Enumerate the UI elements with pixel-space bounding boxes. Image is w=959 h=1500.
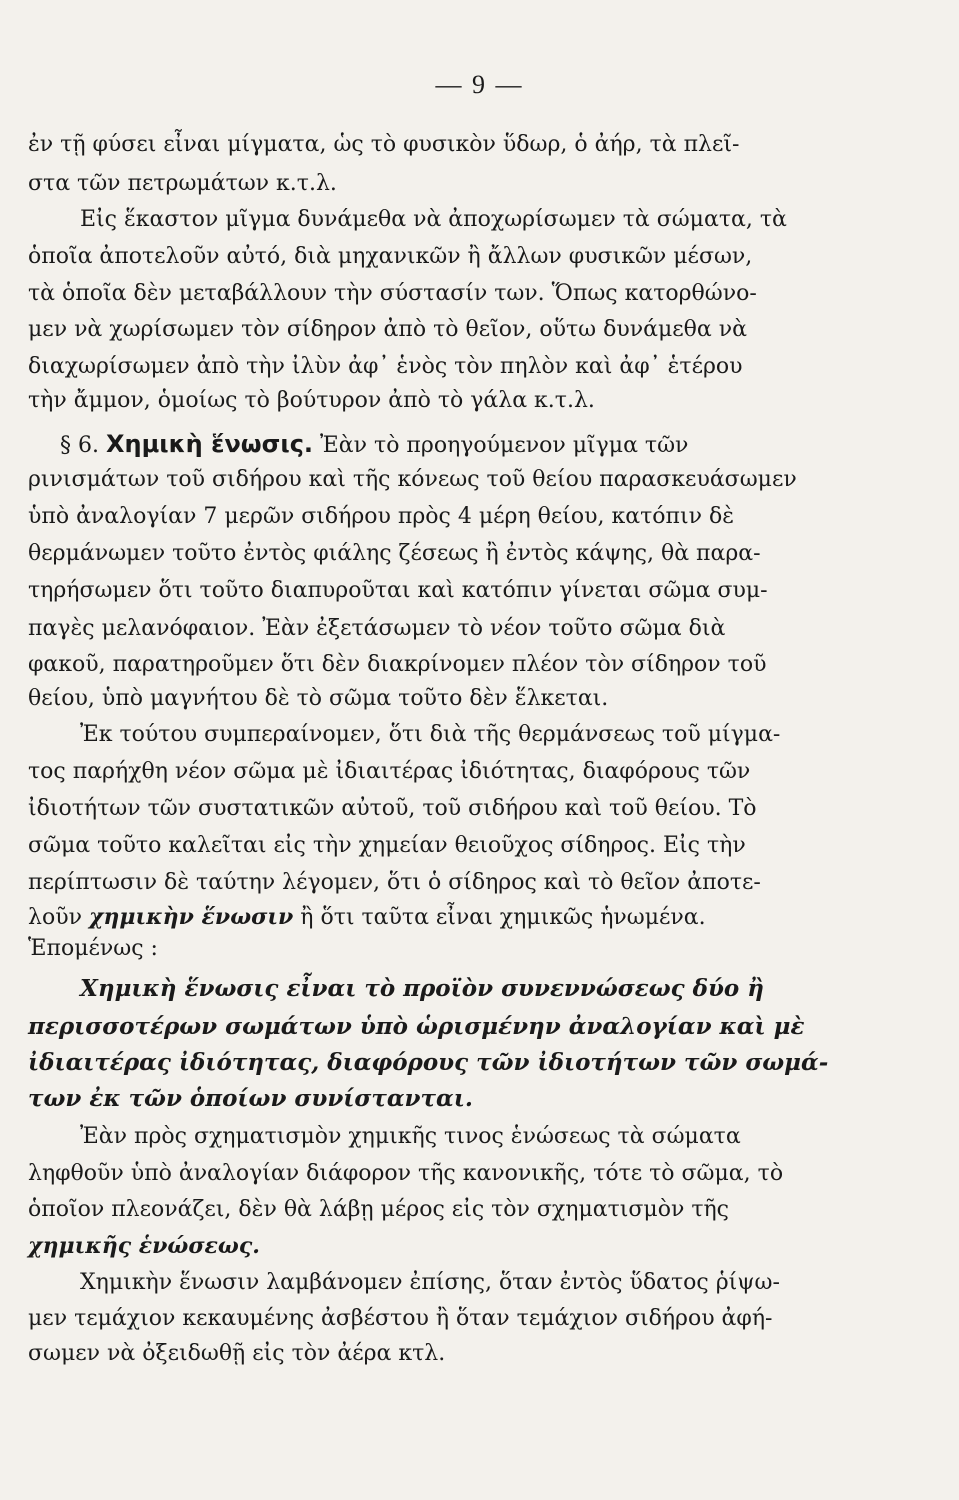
section6-line5: τηρήσωμεν ὅτι τοῦτο διαπυροῦται καὶ κατόπιν γίνεται σῶμα συμ- [28, 578, 768, 603]
paragraph2-line4: μεν νὰ χωρίσωμεν τὸν σίδηρον ἀπὸ τὸ θεῖον, οὕτω δυνάμεθα νὰ [28, 317, 747, 342]
paragraph3-line6-start: λοῦν [28, 905, 82, 930]
section6-line8: θείου, ὑπὸ μαγνήτου δὲ τὸ σῶμα τοῦτο δὲν ἕλκεται. [28, 686, 609, 711]
paragraph2-line3: τὰ ὁποῖα δὲν μεταβάλλουν τὴν σύστασίν των. Ὅπως κατορθώνο- [28, 281, 757, 306]
section6-line1-rest: Ἐὰν τὸ προηγούμενον μῖγμα τῶν [320, 433, 689, 458]
paragraph2-line6: τὴν ἄμμον, ὁμοίως τὸ βούτυρον ἀπὸ τὸ γάλα κ.τ.λ. [28, 388, 595, 413]
section6-line6: παγὲς μελανόφαιον. Ἐὰν ἐξετάσωμεν τὸ νέον τοῦτο σῶμα διὰ [28, 616, 726, 641]
section6-line4: θερμάνωμεν τοῦτο ἐντὸς φιάλης ζέσεως ἢ ἐντὸς κάψης, θὰ παρα- [28, 541, 761, 566]
section6-heading-line [60, 427, 830, 463]
paragraph4-line2: ληφθοῦν ὑπὸ ἀναλογίαν διάφορον τῆς κανονικῆς, τότε τὸ σῶμα, τὸ [28, 1161, 784, 1186]
paragraph3-line7: Ἑπομένως : [28, 936, 158, 961]
section6-line3: ὑπὸ ἀναλογίαν 7 μερῶν σιδήρου πρὸς 4 μέρη θείου, κατόπιν δὲ [28, 504, 735, 529]
paragraph3-line1: Ἐκ τούτου συμπεραίνομεν, ὅτι διὰ τῆς θερμάνσεως τοῦ μίγμα- [80, 722, 781, 747]
paragraph2-line1: Εἰς ἕκαστον μῖγμα δυνάμεθα νὰ ἀποχωρίσωμεν τὰ σώματα, τὰ [80, 207, 787, 232]
section-title: Χημικὴ ἕνωσις. [105, 430, 314, 458]
section6-line2: ρινισμάτων τοῦ σιδήρου καὶ τῆς κόνεως τοῦ θείου παρασκευάσωμεν [28, 467, 797, 492]
paragraph1-line2: στα τῶν πετρωμάτων κ.τ.λ. [28, 171, 337, 196]
paragraph3-line5: περίπτωσιν δὲ ταύτην λέγομεν, ὅτι ὁ σίδηρος καὶ τὸ θεῖον ἀποτε- [28, 870, 761, 895]
paragraph3-line6-end: ἢ ὅτι ταῦτα εἶναι χημικῶς ἡνωμένα. [300, 905, 706, 930]
paragraph4-line4: χημικῆς ἑνώσεως. [28, 1233, 260, 1259]
paragraph3-line4: σῶμα τοῦτο καλεῖται εἰς τὴν χημείαν θειοῦχος σίδηρος. Εἰς τὴν [28, 833, 746, 858]
paragraph3-line2: τος παρήχθη νέον σῶμα μὲ ἰδιαιτέρας ἰδιότητας, διαφόρους τῶν [28, 759, 751, 784]
section6-line7: φακοῦ, παρατηροῦμεν ὅτι δὲν διακρίνομεν πλέον τὸν σίδηρον τοῦ [28, 652, 767, 677]
paragraph4-line3: ὁποῖον πλεονάζει, δὲν θὰ λάβῃ μέρος εἰς τὸν σχηματισμὸν τῆς [28, 1197, 729, 1222]
chemical-compound-term: χημικὴν ἕνωσιν [88, 904, 294, 930]
definition-line2: περισσοτέρων σωμάτων ὑπὸ ὡρισμένην ἀναλογίαν καὶ μὲ [28, 1013, 805, 1040]
paragraph5-line1: Χημικὴν ἕνωσιν λαμβάνομεν ἐπίσης, ὅταν ἐντὸς ὕδατος ῥίψω- [80, 1270, 780, 1295]
paragraph2-line2: ὁποῖα ἀποτελοῦν αὐτό, διὰ μηχανικῶν ἢ ἄλλων φυσικῶν μέσων, [28, 244, 753, 269]
section-number: § 6. [60, 433, 99, 458]
paragraph5-line3: σωμεν νὰ ὀξειδωθῇ εἰς τὸν ἀέρα κτλ. [28, 1341, 446, 1366]
paragraph1-line1: ἐν τῇ φύσει εἶναι μίγματα, ὡς τὸ φυσικὸν ὕδωρ, ὁ ἀήρ, τὰ πλεῖ- [28, 132, 740, 157]
definition-line3: ἰδιαιτέρας ἰδιότητας, διαφόρους τῶν ἰδιοτήτων τῶν σωμά- [28, 1049, 829, 1076]
page-number: — 9 — [435, 70, 524, 99]
paragraph4-line1: Ἐὰν πρὸς σχηματισμὸν χημικῆς τινος ἑνώσεως τὰ σώματα [80, 1124, 741, 1149]
definition-line4: των ἐκ τῶν ὁποίων συνίστανται. [28, 1085, 473, 1112]
paragraph2-line5: διαχωρίσωμεν ἀπὸ τὴν ἰλὺν ἀφ᾽ ἑνὸς τὸν πηλὸν καὶ ἀφ᾽ ἑτέρου [28, 354, 743, 379]
paragraph3-line3: ἰδιοτήτων τῶν συστατικῶν αὐτοῦ, τοῦ σιδήρου καὶ τοῦ θείου. Τὸ [28, 796, 757, 821]
definition-line1: Χημικὴ ἕνωσις εἶναι τὸ προϊὸν συνεννώσεως δύο ἢ [80, 975, 764, 1002]
paragraph5-line2: μεν τεμάχιον κεκαυμένης ἀσβέστου ἢ ὅταν τεμάχιον σιδήρου ἀφή- [28, 1306, 773, 1331]
paragraph3-line6 [28, 900, 828, 935]
